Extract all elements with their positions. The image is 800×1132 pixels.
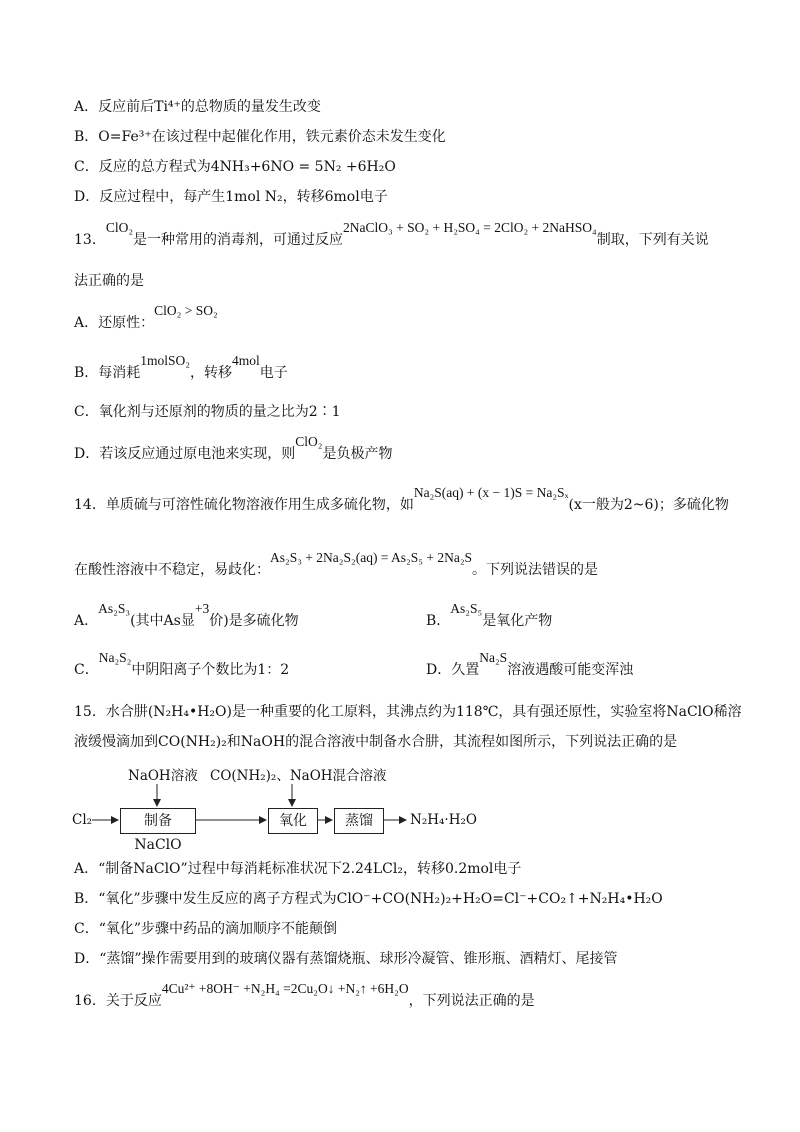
q13-option-a-label: A．还原性：	[74, 315, 155, 331]
q13-stem-end: 制取，下列有关说	[596, 232, 709, 248]
q13-option-d-end: 是负极产物	[322, 446, 393, 462]
q14-option-c-label: C．	[74, 662, 99, 678]
q13-option-b-end: 电子	[259, 365, 288, 381]
q14-option-b	[426, 601, 553, 630]
q13-stem	[74, 220, 709, 249]
flow-input-naoh: NaOH溶液	[128, 768, 198, 784]
flow-input-mixture: CO(NH₂)₂、NaOH混合溶液	[210, 768, 387, 784]
q13-equation: 2NaClO₃ + SO₂ + H₂SO₄ = 2ClO₂ + 2NaHSO₄	[343, 220, 597, 235]
q13-option-c: C．氧化剂与还原剂的物质的量之比为2∶1	[74, 404, 341, 420]
q13-option-b-mid: ，转移	[190, 365, 233, 381]
q14-option-a-end: 价)是多硫化物	[209, 613, 299, 629]
q15-option-a: A．“制备NaClO”过程中每消耗标准状况下2.24LCl₂，转移0.2mol电子	[74, 861, 522, 877]
q16-stem-end: ，下列说法正确的是	[408, 993, 535, 1009]
q15-stem-line2: 液缓慢滴加到CO(NH₂)₂和NaOH的混合溶液中制备水合肼，其流程如图所示，下列说法正确的是	[74, 734, 678, 750]
q13-option-b	[74, 353, 288, 382]
q13-option-d	[74, 434, 393, 463]
q15-option-c: C．“氧化”步骤中药品的滴加顺序不能颠倒	[74, 921, 338, 937]
q14-option-a-valence: +3	[194, 601, 210, 616]
q14-option-b-formula: As₂S₅	[450, 601, 483, 616]
q14-option-d-formula: Na₂S	[479, 650, 508, 665]
q13-number: 13．	[74, 232, 106, 248]
q13-option-d-formula: ClO₂	[295, 434, 323, 449]
q14-option-a-formula: As₂S₃	[98, 601, 131, 616]
q14-stem-end: 。下列说法错误的是	[472, 562, 599, 578]
q16-equation: 4Cu²⁺ +8OH⁻ +N₂H₄ =2Cu₂O↓ +N₂↑ +6H₂O	[161, 981, 409, 996]
q12-option-b: B．O=Fe³⁺在该过程中起催化作用，铁元素价态未发生变化	[74, 129, 446, 145]
process-flowchart	[70, 764, 490, 853]
q14-equation2: As₂S₃ + 2Na₂S₂(aq) = As₂S₅ + 2Na₂S	[270, 550, 473, 565]
q14-equation1: Na₂S(aq) + (x − 1)S = Na₂Sₓ	[413, 485, 569, 500]
flow-product: N₂H₄·H₂O	[410, 812, 477, 828]
q13-option-b-formula1: 1molSO₂	[140, 353, 191, 368]
q15-option-b: B．“氧化”步骤中发生反应的离子方程式为ClO⁻+CO(NH₂)₂+H₂O=Cl⁻+CO₂↑+N₂H₄•H₂O	[74, 891, 663, 907]
q12-option-d: D．反应过程中，每产生1mol N₂，转移6mol电子	[74, 189, 388, 205]
q14-option-b-end: 是氧化产物	[482, 613, 553, 629]
q14-option-c-end: 中阴阳离子个数比为1：2	[131, 662, 290, 678]
q15-stem-line1: 15．水合肼(N₂H₄•H₂O)是一种重要的化工原料，其沸点约为118℃，具有强还原性，实验室将NaClO稀溶	[74, 704, 742, 720]
q14-stem	[74, 485, 729, 514]
flow-box-prepare-naclo: 制备NaClO	[120, 808, 196, 834]
q14-option-a	[74, 601, 553, 630]
q14-option-b-label: B．	[426, 613, 451, 629]
q16-stem	[74, 981, 535, 1010]
q13-stem-line2: 法正确的是	[74, 273, 144, 289]
q13-option-b-label: B．每消耗	[74, 365, 141, 381]
q12-option-a: A．反应前后Ti⁴⁺的总物质的量发生改变	[74, 99, 321, 115]
q14-option-a-mid: (其中As显	[130, 613, 195, 629]
q13-stem-mid: 是一种常用的消毒剂，可通过反应	[133, 232, 344, 248]
q13-option-d-label: D．若该反应通过原电池来实现，则	[74, 446, 296, 462]
q14-option-d-label: D．久置	[426, 662, 480, 678]
flow-box-oxidation: 氧化	[268, 808, 318, 834]
q14-option-d	[426, 650, 634, 679]
q12-option-c: C．反应的总方程式为4NH₃+6NO = 5N₂ +6H₂O	[74, 159, 396, 175]
q14-option-c	[74, 650, 634, 679]
q14-option-c-formula: Na₂S₂	[98, 650, 132, 665]
q14-option-d-end: 溶液遇酸可能变浑浊	[507, 662, 634, 678]
q14-option-a-label: A．	[74, 613, 99, 629]
flow-box-distillation: 蒸馏	[334, 808, 384, 834]
q14-stem-mid: (x一般为2~6)；多硫化物	[568, 497, 729, 513]
q13-option-a	[74, 303, 218, 332]
q14-stem-line2-text: 在酸性溶液中不稳定，易歧化：	[74, 562, 270, 578]
q16-stem-start: 16．关于反应	[74, 993, 162, 1009]
q15-option-d: D．“蒸馏”操作需要用到的玻璃仪器有蒸馏烧瓶、球形冷凝管、锥形瓶、酒精灯、尾接管	[74, 951, 618, 967]
q13-formula-clo2: ClO₂	[105, 220, 134, 235]
q13-option-b-formula2: 4mol	[232, 353, 260, 368]
q14-stem-start: 14．单质硫与可溶性硫化物溶液作用生成多硫化物，如	[74, 497, 414, 513]
q14-stem-line2	[74, 550, 599, 579]
q13-option-a-formula: ClO₂ > SO₂	[154, 303, 218, 318]
flow-start-cl2: Cl₂	[72, 812, 93, 828]
